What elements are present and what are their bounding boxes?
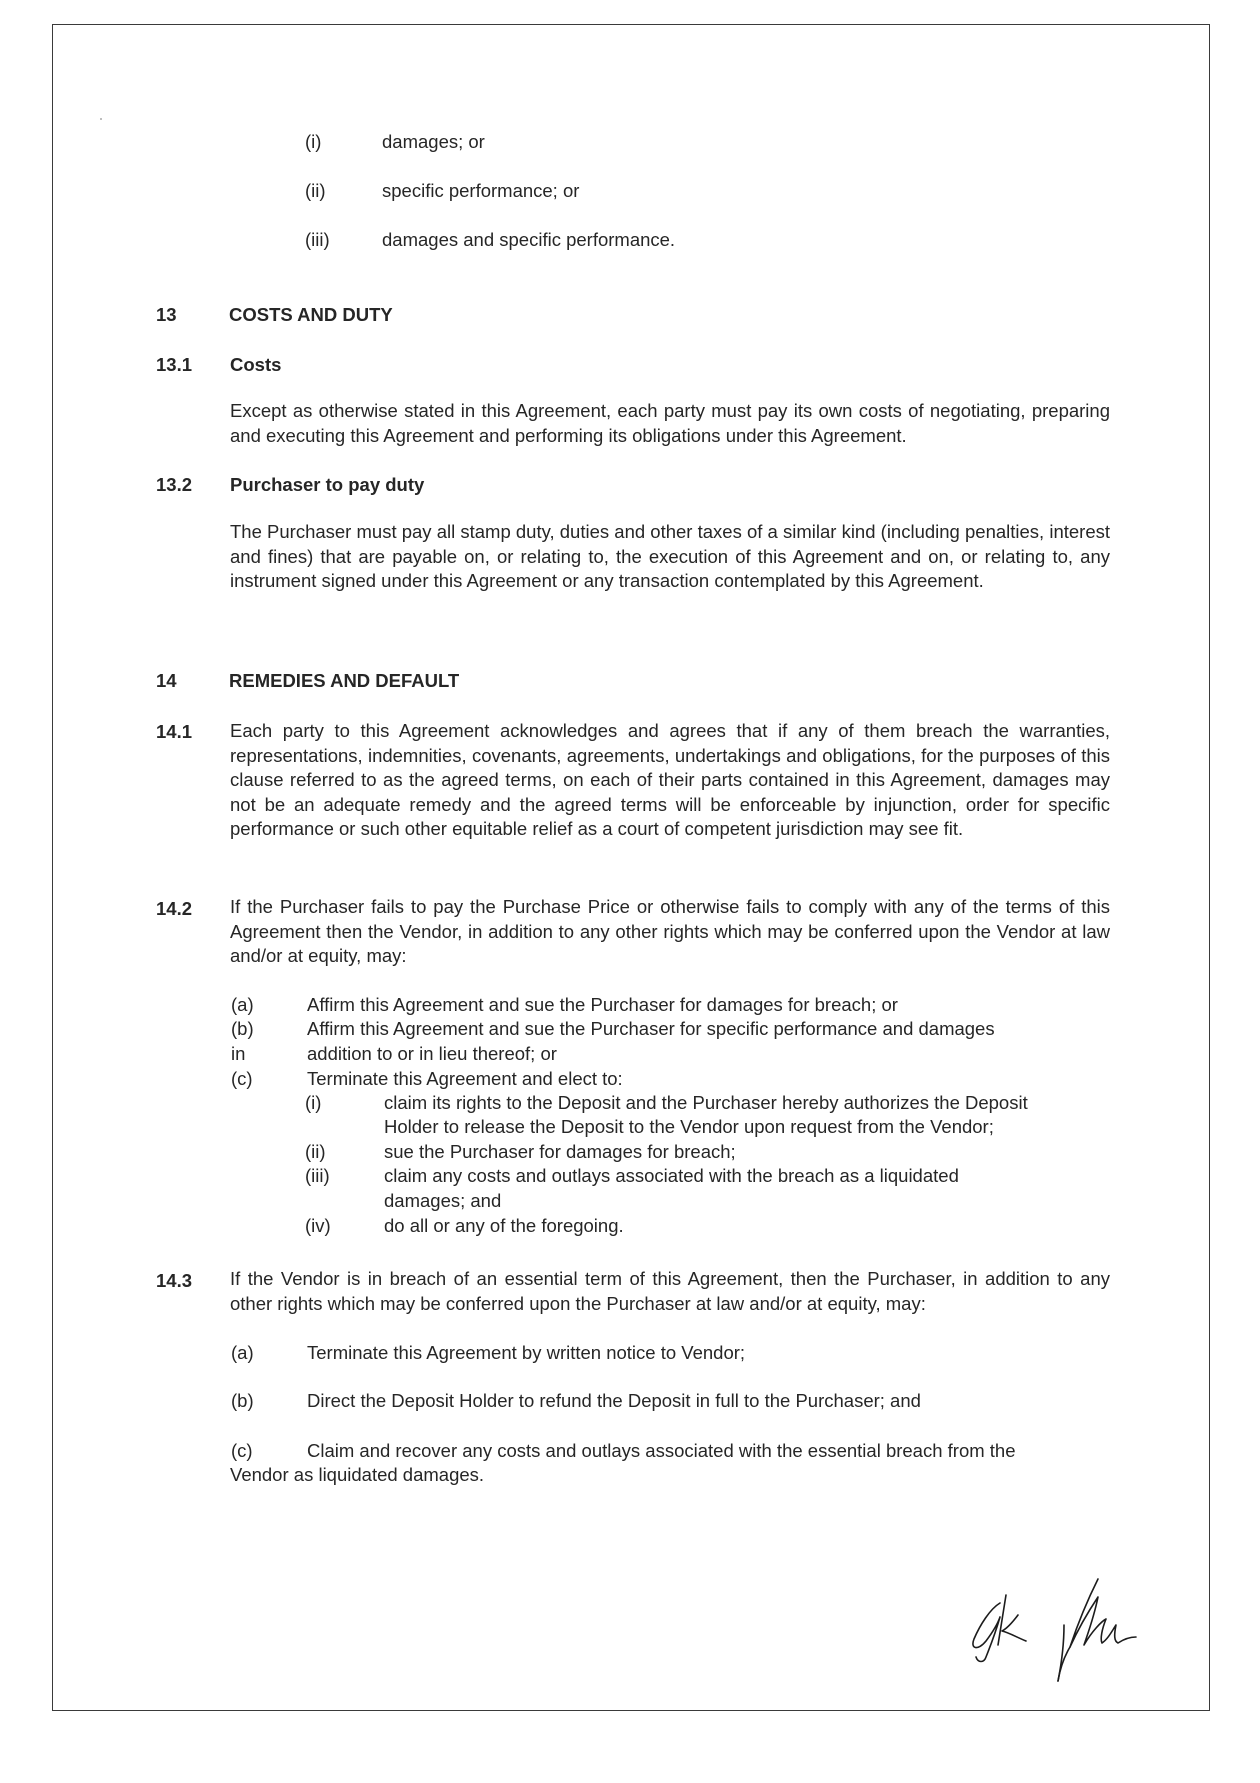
sub-item-text: claim its rights to the Deposit and the Purchaser hereby authorizes the Deposit [384, 1092, 1028, 1113]
clause-heading: Purchaser to pay duty [230, 474, 425, 495]
clause-heading: Costs [230, 354, 282, 375]
sub-item-text: Holder to release the Deposit to the Vendor upon request from the Vendor; [384, 1116, 994, 1137]
sub-item-number: (ii) [305, 1141, 326, 1162]
list-item-text: Direct the Deposit Holder to refund the Deposit in full to the Purchaser; and [307, 1390, 921, 1411]
list-item-number: (ii) [305, 180, 326, 201]
section-number: 13 [156, 304, 177, 325]
clause-number: 14.2 [156, 898, 193, 919]
list-item-number: (b) [231, 1390, 254, 1411]
signature-initials [960, 1565, 1170, 1685]
list-item-number: (c) [231, 1068, 253, 1089]
clause-body: If the Purchaser fails to pay the Purchase Price or otherwise fails to comply with any of the terms of this Agreement then the Vendor, in addition to any other rights which may be conferred upon the Vendor at law and/or at equity, may: [230, 896, 1110, 966]
sub-item-text: sue the Purchaser for damages for breach; [384, 1141, 736, 1162]
sub-item-number: (iv) [305, 1215, 331, 1236]
list-item-text: addition to or in lieu thereof; or [307, 1043, 557, 1064]
clause-body: If the Vendor is in breach of an essential term of this Agreement, then the Purchaser, in addition to any other rights which may be conferred upon the Purchaser at law and/or at equity, may: [230, 1268, 1110, 1314]
list-item-text: damages and specific performance. [382, 229, 676, 250]
section-number: 14 [156, 670, 177, 691]
list-item-number: (a) [231, 1342, 254, 1363]
sub-item-number: (i) [305, 1092, 322, 1113]
clause-number: 13.1 [156, 354, 193, 375]
list-item-fragment: in [231, 1043, 246, 1064]
clause-body: The Purchaser must pay all stamp duty, duties and other taxes of a similar kind (including penalties, interest and fines) that are payable on, or relating to, the execution of this Agreement and on, or relating to, any instrument signed under this Agreement or any transaction contemplated by this Agreement. [230, 521, 1110, 591]
list-item-number: (c) [231, 1440, 253, 1461]
section-heading: COSTS AND DUTY [229, 304, 393, 325]
section-heading: REMEDIES AND DEFAULT [229, 670, 460, 691]
list-item-text: Terminate this Agreement and elect to: [307, 1068, 623, 1089]
scan-speck [100, 118, 102, 120]
list-item-text: Affirm this Agreement and sue the Purchaser for specific performance and damages [307, 1018, 995, 1039]
sub-item-text: damages; and [384, 1190, 502, 1211]
list-item-text: specific performance; or [382, 180, 580, 201]
list-item-text: Vendor as liquidated damages. [230, 1464, 485, 1485]
list-item-text: Affirm this Agreement and sue the Purchaser for damages for breach; or [307, 994, 898, 1015]
clause-body: Each party to this Agreement acknowledges and agrees that if any of them breach the warranties, representations, indemnities, covenants, agreements, undertakings and obligations, for the purposes of this clause referred to as the agreed terms, on each of their parts contained in this Agreement, damages may not be an adequate remedy and the agreed terms will be enforceable by injunction, order for specific performance or such other equitable relief as a court of competent jurisdiction may see fit. [230, 720, 1110, 839]
list-item-number: (b) [231, 1018, 254, 1039]
clause-number: 14.1 [156, 721, 193, 742]
sub-item-text: do all or any of the foregoing. [384, 1215, 624, 1236]
list-item-number: (iii) [305, 229, 330, 250]
list-item-number: (i) [305, 131, 322, 152]
sub-item-number: (iii) [305, 1165, 330, 1186]
clause-body: Except as otherwise stated in this Agreement, each party must pay its own costs of negotiating, preparing and executing this Agreement and performing its obligations under this Agreement. [230, 400, 1110, 446]
clause-number: 13.2 [156, 474, 193, 495]
sub-item-text: claim any costs and outlays associated with the breach as a liquidated [384, 1165, 959, 1186]
clause-number: 14.3 [156, 1270, 193, 1291]
list-item-text: Terminate this Agreement by written notice to Vendor; [307, 1342, 746, 1363]
list-item-text: damages; or [382, 131, 485, 152]
list-item-text: Claim and recover any costs and outlays associated with the essential breach from the [307, 1440, 1016, 1461]
list-item-number: (a) [231, 994, 254, 1015]
